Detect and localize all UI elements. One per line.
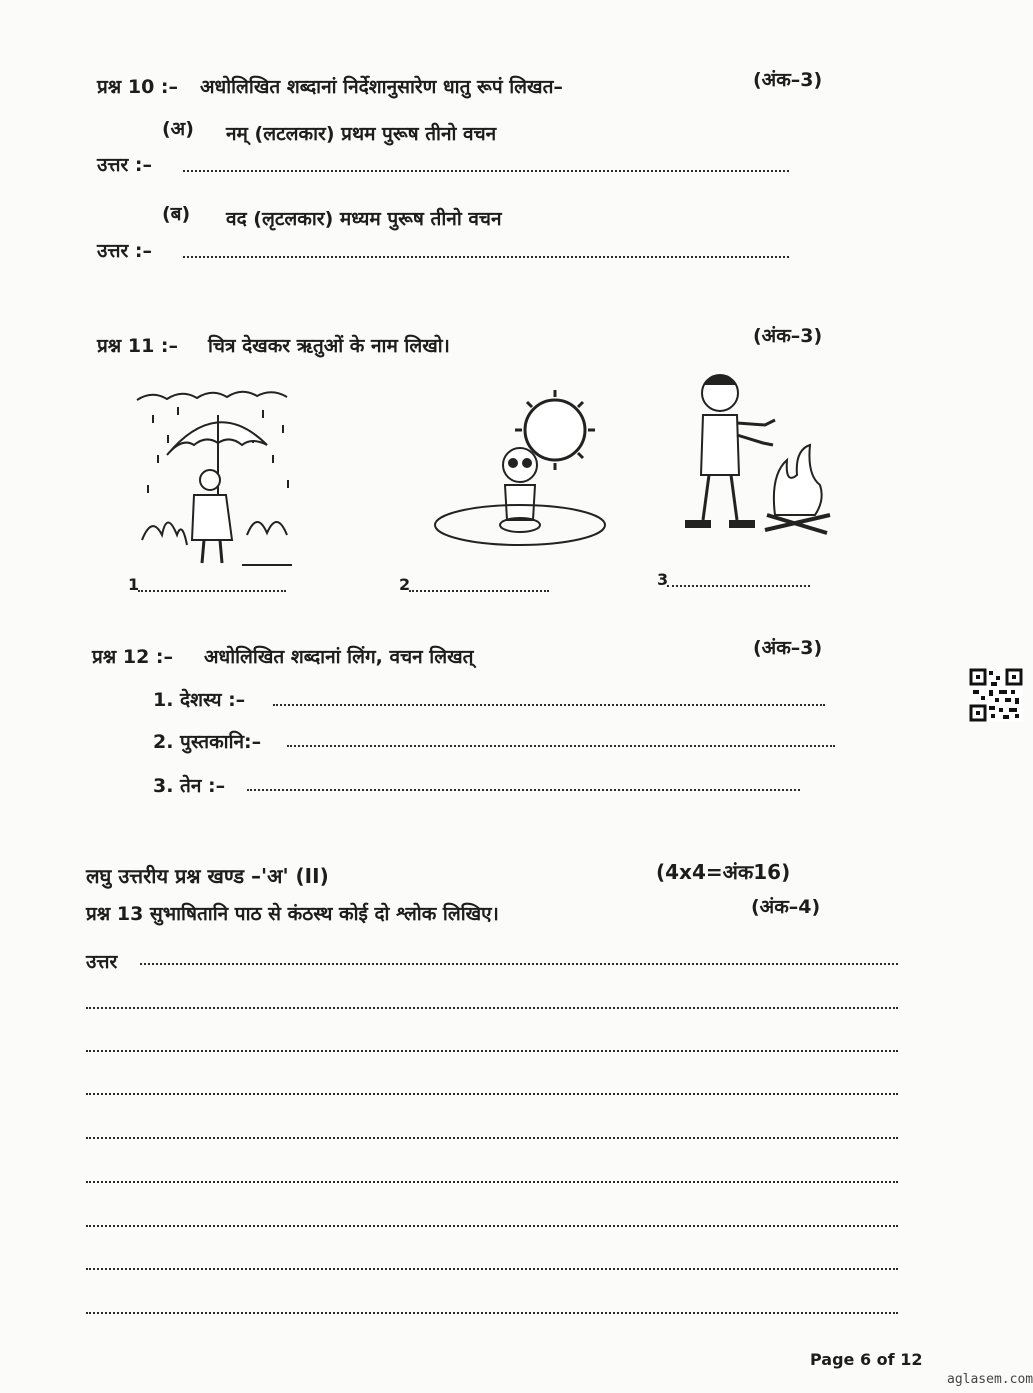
q13-answer-line[interactable] [86, 1137, 898, 1139]
picture2-number: 2 [399, 575, 411, 594]
q12-item-3: 3. तेन :– [153, 775, 226, 797]
summer-season-icon [425, 385, 610, 575]
q13-answer-line[interactable] [86, 1312, 898, 1314]
q12-text: अधोलिखित शब्दानां लिंग, वचन लिखत् [204, 646, 474, 668]
q13-answer-line[interactable] [140, 963, 898, 965]
q12-marks: (अंक–3) [753, 637, 823, 659]
picture3-number: 3 [657, 570, 669, 589]
picture3-answer-line[interactable] [667, 585, 810, 587]
q10-label: प्रश्न 10 :– [97, 76, 179, 98]
q10-text: अधोलिखित शब्दानां निर्देशानुसारेण धातु रूपं लिखत– [200, 76, 563, 98]
q12-item-1: 1. देशस्य :– [153, 689, 246, 711]
picture1-number: 1 [128, 575, 140, 594]
q11-marks: (अंक–3) [753, 325, 823, 347]
q12-item-2-line[interactable] [287, 745, 835, 747]
q13-answer-line[interactable] [86, 1268, 898, 1270]
q12-item-1-line[interactable] [273, 704, 825, 706]
winter-season-icon [675, 365, 835, 565]
q13-answer-line[interactable] [86, 1181, 898, 1183]
q10a-label: (अ) [162, 118, 194, 140]
q13-answer-line[interactable] [86, 1093, 898, 1095]
q10a-answer-label: उत्तर :– [97, 154, 153, 176]
section-title: लघु उत्तरीय प्रश्न खण्ड –'अ' (II) [86, 864, 329, 888]
picture1-answer-line[interactable] [138, 590, 286, 592]
q12-item-2: 2. पुस्तकानि:– [153, 731, 262, 753]
watermark: aglasem.com [947, 1372, 1033, 1387]
q13-answer-line[interactable] [86, 1225, 898, 1227]
q10b-answer-line[interactable] [183, 256, 789, 258]
q10b-answer-label: उत्तर :– [97, 240, 153, 262]
q13-answer-line[interactable] [86, 1050, 898, 1052]
q11-label: प्रश्न 11 :– [97, 335, 179, 357]
q12-label: प्रश्न 12 :– [92, 646, 174, 668]
picture2-answer-line[interactable] [409, 590, 549, 592]
rainy-season-icon [132, 385, 302, 575]
q10b-text: वद (लृटलकार) मध्यम पुरूष तीनो वचन [226, 208, 502, 230]
q10a-text: नम् (लटलकार) प्रथम पुरूष तीनो वचन [226, 123, 497, 145]
q11-text: चित्र देखकर ऋतुओं के नाम लिखो। [208, 335, 450, 357]
q13-answer-label: उत्तर [86, 951, 118, 973]
q10b-label: (ब) [162, 203, 191, 225]
page-number: Page 6 of 12 [810, 1350, 923, 1369]
q10-marks: (अंक–3) [753, 69, 823, 91]
q13-text: प्रश्न 13 सुभाषितानि पाठ से कंठस्थ कोई दो श्लोक लिखिए। [86, 903, 499, 925]
q13-answer-line[interactable] [86, 1007, 898, 1009]
q13-marks: (अंक–4) [751, 896, 821, 918]
q12-item-3-line[interactable] [247, 789, 800, 791]
q10a-answer-line[interactable] [183, 170, 789, 172]
qr-code-icon [969, 668, 1023, 722]
section-marks: (4x4=अंक16) [656, 860, 791, 884]
